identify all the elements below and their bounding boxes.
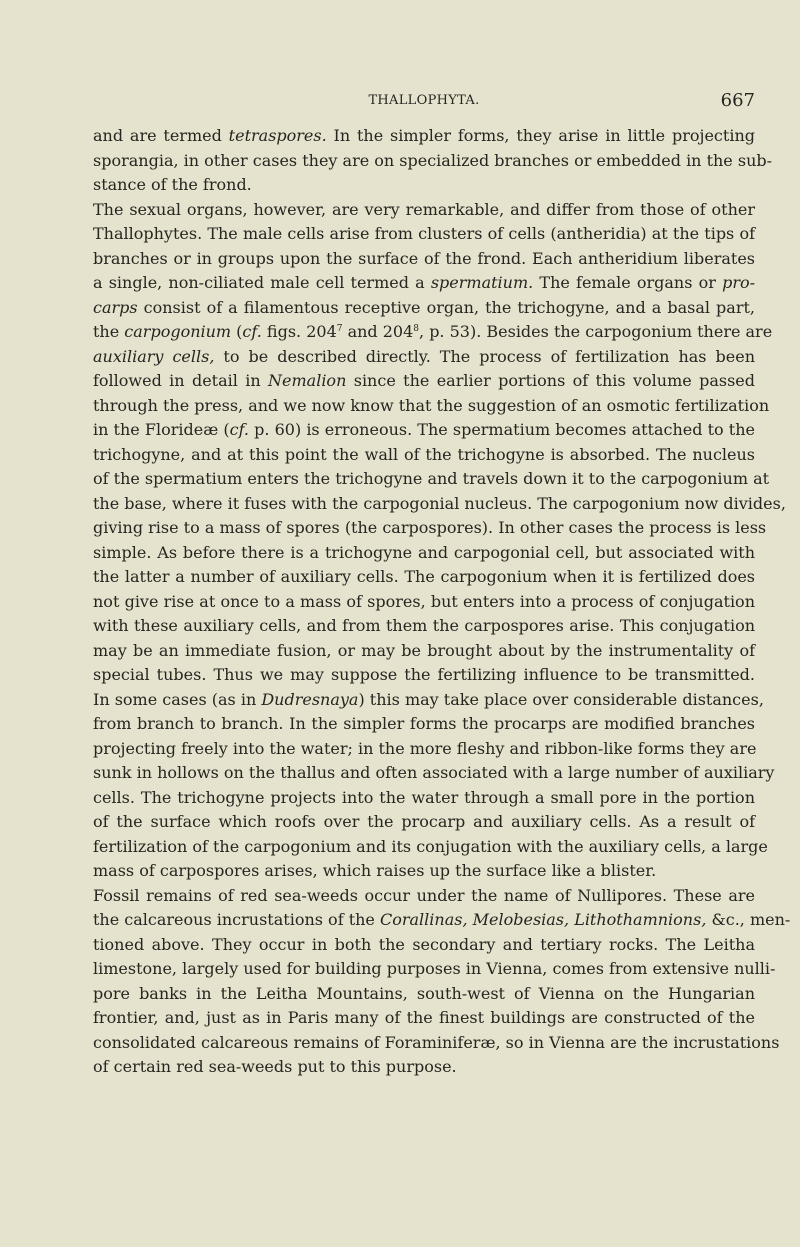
text-line [93,639,755,664]
text-line [93,884,755,909]
text-line [93,810,755,835]
text-line [93,835,768,860]
text-line [93,467,770,492]
text-span: In some cases (as in [93,689,262,709]
text-span: simple. As before there is a trichogyne and carpogonial cell, but associated with [93,542,755,562]
italic-text: cf. [229,420,250,439]
text-line [93,590,755,615]
text-span: sunk in hollows on the thallus and often associated with a large number of auxiliary [93,763,775,782]
text-span: not give rise at once to a mass of spores, but enters into a process of conjugation [93,591,755,611]
text-line [93,786,755,811]
text-line [93,247,755,272]
text-line [93,541,755,566]
text-span: the [93,322,125,341]
italic-text: auxiliary cells, [93,346,215,366]
text-span: through the press, and we now know that the suggestion of an osmotic fertilization [93,395,770,415]
text-span: tioned above. They occur in both the secondary and tertiary rocks. The Leitha [93,934,755,954]
text-span: The sexual organs, however, are very remarkable, and differ from those of other [93,199,755,219]
running-title: THALLOPHYTA. [368,93,480,108]
text-line [93,957,776,982]
body-text [93,124,791,1080]
text-span: In the simpler forms, they arise in little projecting [326,126,755,145]
italic-text: Nemalion [268,371,347,390]
text-line [93,198,755,223]
text-span: the base, where it fuses with the carpogonial nucleus. The carpogonium now divides, [93,493,786,513]
text-span: with these auxiliary cells, and from them the carpospores arise. This conjugation [93,616,755,635]
italic-text: pro- [722,273,756,292]
text-line [93,173,755,198]
text-span: in the Florideæ ( [93,420,230,439]
text-line [93,1031,780,1056]
page-number: 667 [720,90,755,111]
running-header [93,90,755,114]
text-line [93,320,773,345]
text-line [93,345,755,370]
text-span: may be an immediate fusion, or may be brought about by the instrumentality of [93,640,755,660]
text-span: p. 60) is erroneous. The spermatium becomes attached to the [249,420,755,439]
text-line [93,492,786,517]
text-span: to be described directly. The process of fertilization has been [214,346,756,366]
text-span: ) this may take place over considerable distances, [358,689,764,709]
text-span: &c., men- [706,910,791,929]
text-line [93,1006,755,1031]
text-span: branches or in groups upon the surface of the frond. Each antheridium liberates [93,248,755,268]
text-span: followed in detail in [93,371,269,390]
italic-text: Corallinas, Melobesias, Lithothamnions, [379,910,707,929]
text-span: mass of carpospores arises, which raises up the surface like a blister. [93,861,657,880]
text-span: stance of the frond. [93,175,252,194]
text-line [93,394,770,419]
text-line [93,271,755,296]
text-span: the calcareous incrustations of the [93,910,380,929]
text-line [93,369,755,394]
text-span: special tubes. Thus we may suppose the fertilizing influence to be transmitted. [93,665,755,684]
text-span: consolidated calcareous remains of Foraminiferæ, so in Vienna are the incrustations [93,1032,780,1052]
text-line [93,908,791,933]
text-span: sporangia, in other cases they are on specialized branches or embedded in the sub- [93,150,773,170]
text-span: pore banks in the Leitha Mountains, south-west of Vienna on the Hungarian [93,983,755,1003]
text-line [93,418,755,443]
italic-text: carpogonium [124,322,232,341]
text-line [93,516,767,541]
text-span: frontier, and, just as in Paris many of the finest buildings are constructed of the [93,1008,755,1027]
superscript: 7 [336,324,343,334]
italic-text: spermatium. [430,273,534,292]
text-span: of the spermatium enters the trichogyne and travels down it to the carpogonium at [93,469,770,488]
text-span: since the earlier portions of this volume passed [346,371,755,390]
text-span: the latter a number of auxiliary cells. The carpogonium when it is fertilized does [93,567,755,586]
text-span: a single, non-ciliated male cell termed a [93,273,431,292]
text-line [93,712,755,737]
text-span: figs. 204 [261,322,337,341]
text-line [93,761,775,786]
text-span: trichogyne, and at this point the wall of the trichogyne is absorbed. The nucleus [93,444,755,464]
text-line [93,933,755,958]
text-line [93,737,755,762]
text-line [93,1055,755,1080]
text-line [93,296,755,321]
text-span: consist of a filamentous receptive organ, the trichogyne, and a basal part, [137,297,755,317]
text-line [93,663,755,688]
text-line [93,222,755,247]
text-line [93,688,764,713]
text-line [93,443,755,468]
text-span: projecting freely into the water; in the more fleshy and ribbon-like forms they are [93,738,757,758]
text-span: Thallophytes. The male cells arise from clusters of cells (antheridia) at the tips of [93,224,755,243]
text-span: of the surface which roofs over the procarp and auxiliary cells. As a result of [93,812,755,831]
text-span: and are termed [93,126,229,145]
text-line [93,614,755,639]
text-span: The female organs or [533,273,723,292]
text-span: of certain red sea-weeds put to this purpose. [93,1057,457,1076]
text-line [93,982,755,1007]
text-span: and 204 [342,322,414,341]
text-span: Fossil remains of red sea-weeds occur under the name of Nullipores. These are [93,885,755,905]
text-span: fertilization of the carpogonium and its conjugation with the auxiliary cells, a large [93,836,768,856]
text-line [93,149,773,174]
text-span: ( [231,322,243,341]
text-line [93,124,755,149]
text-span: limestone, largely used for building purposes in Vienna, comes from extensive nulli- [93,959,776,978]
text-line [93,859,755,884]
text-span: from branch to branch. In the simpler forms the procarps are modified branches [93,714,755,733]
text-span: , p. 53). Besides the carpogonium there are [419,322,773,341]
superscript: 8 [413,324,420,334]
italic-text: carps [93,297,138,317]
text-span: giving rise to a mass of spores (the carpospores). In other cases the process is less [93,518,767,537]
italic-text: Dudresnaya [261,689,359,709]
italic-text: cf. [242,322,262,341]
italic-text: tetraspores. [228,126,327,145]
text-span: cells. The trichogyne projects into the water through a small pore in the portion [93,787,755,807]
text-line [93,565,755,590]
